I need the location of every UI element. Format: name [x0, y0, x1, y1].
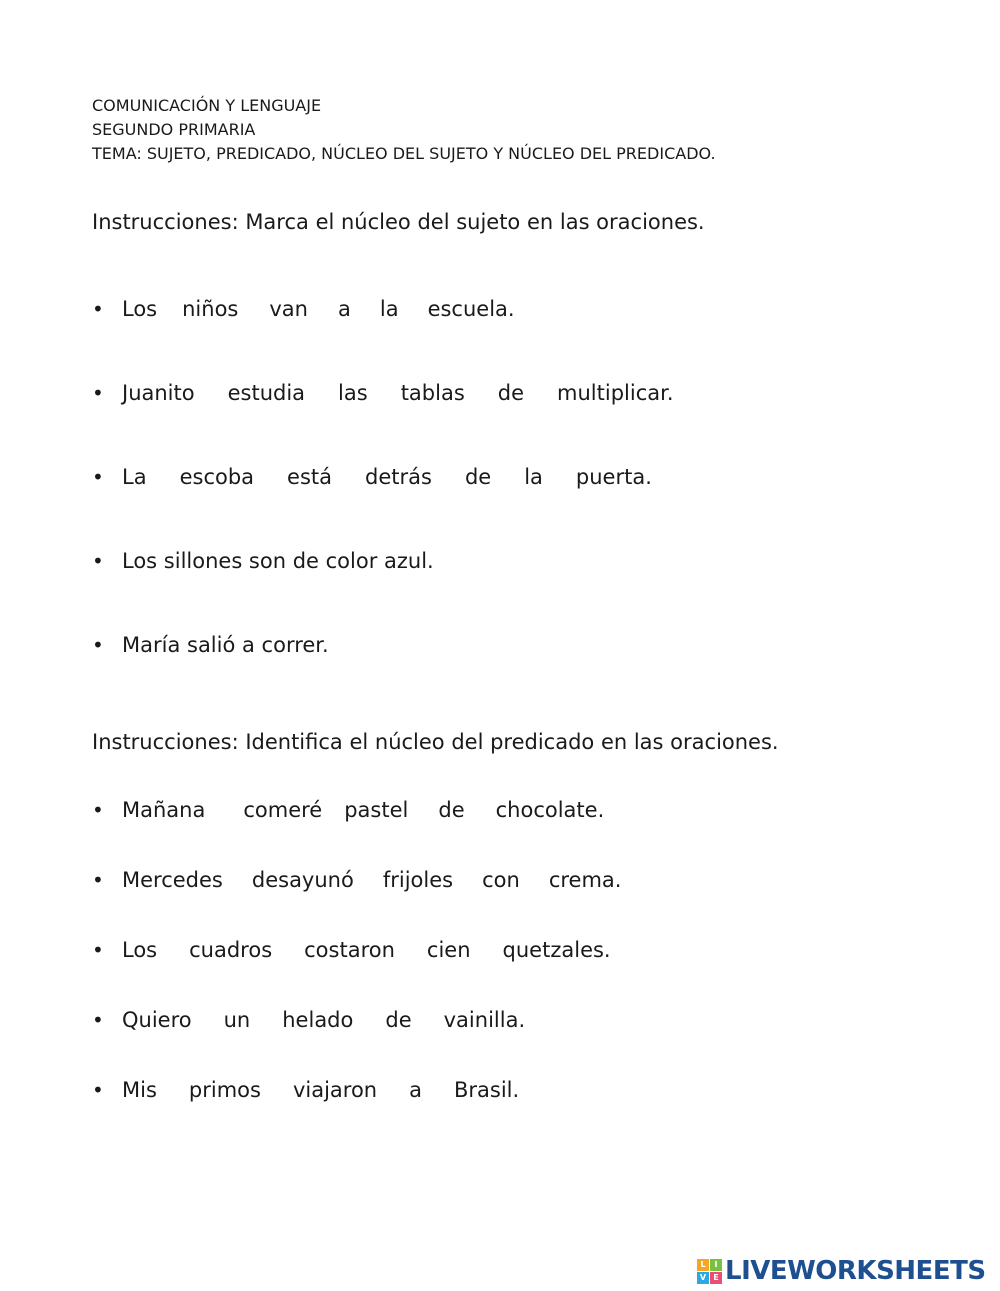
sentence-2-3: [92, 936, 611, 964]
sentence-2-5: [92, 1076, 519, 1104]
word[interactable]: pastel: [344, 798, 409, 822]
sentence-text[interactable]: María salió a correr.: [122, 633, 329, 657]
word[interactable]: a: [409, 1078, 422, 1102]
logo-text: LIVEWORKSHEETS: [725, 1256, 986, 1286]
word[interactable]: de: [385, 1008, 412, 1032]
word[interactable]: viajaron: [292, 1078, 378, 1102]
bullet-icon: •: [92, 633, 104, 657]
bullet-icon: •: [92, 297, 104, 321]
topic-label: TEMA: SUJETO, PREDICADO, NÚCLEO DEL SUJETO Y NÚCLEO DEL PREDICADO.: [92, 144, 716, 163]
word[interactable]: costaron: [304, 938, 395, 962]
word[interactable]: a: [337, 297, 351, 321]
bullet-icon: •: [92, 1008, 104, 1032]
liveworksheets-logo: [697, 1256, 986, 1286]
word[interactable]: niños: [182, 297, 239, 321]
instruction-section-1: Instrucciones: Marca el núcleo del sujeto en las oraciones.: [92, 210, 705, 234]
word[interactable]: la: [524, 465, 543, 489]
word[interactable]: con: [482, 868, 520, 892]
word[interactable]: tablas: [400, 381, 465, 405]
sentence-1-5: [92, 631, 329, 659]
word[interactable]: Juanito: [122, 381, 195, 405]
word[interactable]: de: [497, 381, 525, 405]
word[interactable]: las: [338, 381, 368, 405]
word[interactable]: la: [379, 297, 399, 321]
bullet-icon: •: [92, 868, 104, 892]
sentence-text[interactable]: Los sillones son de color azul.: [122, 549, 434, 573]
word[interactable]: Los: [122, 297, 158, 321]
word[interactable]: comeré: [243, 798, 323, 822]
sentence-2-2: [92, 866, 621, 894]
bullet-icon: •: [92, 938, 104, 962]
word[interactable]: escuela.: [427, 297, 515, 321]
sentence-2-1: [92, 796, 604, 824]
word[interactable]: chocolate.: [495, 798, 605, 822]
word[interactable]: escoba: [179, 465, 255, 489]
word[interactable]: de: [438, 798, 465, 822]
word[interactable]: desayunó: [251, 868, 354, 892]
word[interactable]: Mis: [122, 1078, 157, 1102]
word[interactable]: cuadros: [189, 938, 273, 962]
sentence-1-1: [92, 295, 515, 323]
word[interactable]: Los: [122, 938, 158, 962]
logo-block: L: [697, 1259, 709, 1271]
word[interactable]: La: [122, 465, 147, 489]
logo-block: E: [710, 1272, 722, 1284]
word[interactable]: van: [269, 297, 308, 321]
word[interactable]: helado: [282, 1008, 354, 1032]
word[interactable]: está: [287, 465, 333, 489]
word[interactable]: vainilla.: [443, 1008, 526, 1032]
grade-label: SEGUNDO PRIMARIA: [92, 120, 256, 139]
bullet-icon: •: [92, 798, 104, 822]
bullet-icon: •: [92, 381, 104, 405]
bullet-icon: •: [92, 465, 104, 489]
word[interactable]: de: [464, 465, 492, 489]
logo-block: V: [697, 1272, 709, 1284]
bullet-icon: •: [92, 1078, 104, 1102]
instruction-section-2: Instrucciones: Identifica el núcleo del predicado en las oraciones.: [92, 730, 779, 754]
word[interactable]: un: [223, 1008, 251, 1032]
sentence-2-4: [92, 1006, 525, 1034]
word[interactable]: cien: [426, 938, 471, 962]
word[interactable]: multiplicar.: [557, 381, 674, 405]
word[interactable]: estudia: [227, 381, 306, 405]
word[interactable]: Mañana: [122, 798, 206, 822]
word[interactable]: primos: [188, 1078, 261, 1102]
word[interactable]: detrás: [365, 465, 432, 489]
subject-title: COMUNICACIÓN Y LENGUAJE: [92, 96, 322, 115]
logo-block: I: [710, 1259, 722, 1271]
bullet-icon: •: [92, 549, 104, 573]
word[interactable]: quetzales.: [502, 938, 611, 962]
word[interactable]: puerta.: [575, 465, 652, 489]
word[interactable]: Mercedes: [122, 868, 223, 892]
worksheet-header: [92, 94, 716, 166]
word[interactable]: frijoles: [382, 868, 454, 892]
word[interactable]: Brasil.: [454, 1078, 520, 1102]
word[interactable]: Quiero: [122, 1008, 192, 1032]
logo-blocks-icon: [697, 1259, 722, 1284]
sentence-1-3: [92, 463, 652, 491]
sentence-1-4: [92, 547, 434, 575]
word[interactable]: crema.: [548, 868, 622, 892]
sentence-1-2: [92, 379, 674, 407]
